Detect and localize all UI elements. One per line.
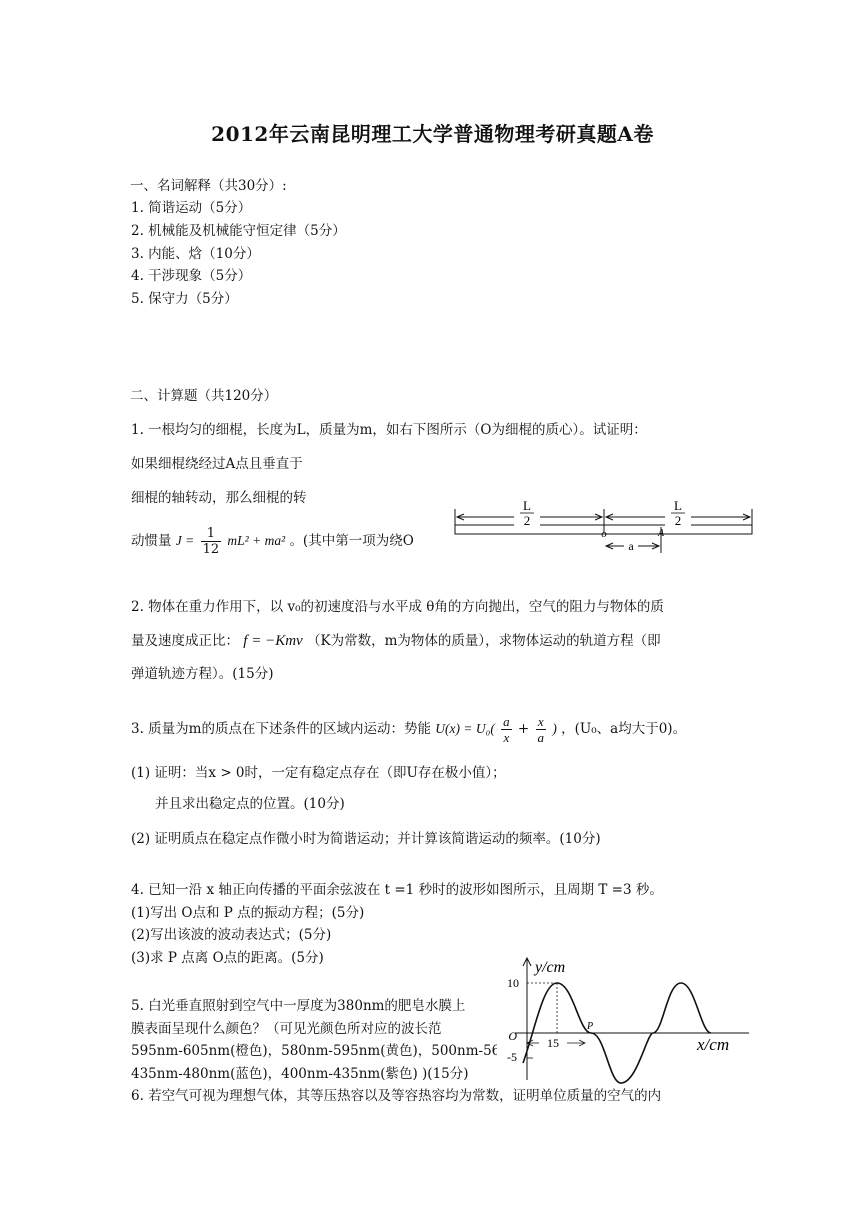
rod-half-top: L <box>674 498 682 513</box>
q1-line2: 如果细棍绕经过A点且垂直于 <box>131 456 303 472</box>
rod-label-a-point: A <box>657 528 665 539</box>
q1-line4 <box>131 526 414 557</box>
graph-point-p: P <box>587 1021 594 1032</box>
rod-half-bottom: 2 <box>674 513 682 528</box>
q1-prefix: 动惯量 <box>131 533 172 549</box>
q4-line1: 4. 已知一沿 x 轴正向传播的平面余弦波在 t =1 秒时的波形如图所示，且周期 T =3 秒。 <box>131 882 663 898</box>
section1-item: 3. 内能、焓（10分） <box>131 246 260 262</box>
section1-item: 2. 机械能及机械能守恒定律（5分） <box>131 223 346 239</box>
q3-f1-num: a <box>503 714 510 729</box>
q3-suffix: ，(U₀、a均大于0)。 <box>561 721 687 737</box>
rod-half-bottom: 2 <box>523 513 531 528</box>
section1-item: 1. 简谐运动（5分） <box>131 200 252 216</box>
q5-line1: 5. 白光垂直照射到空气中一厚度为380nm的肥皂水膜上 <box>131 998 466 1014</box>
q3-part2: (2) 证明质点在稳定点作微小时为简谐运动；并计算该简谐运动的频率。(10分) <box>131 831 601 847</box>
q1-line1: 1. 一根均匀的细棍，长度为L，质量为m，如右下图所示（O为细棍的质心）。试证明： <box>131 422 647 438</box>
graph-origin-label: O <box>508 1029 517 1043</box>
q2-suffix: （K为常数，m为物体的质量），求物体运动的轨道方程（即 <box>307 633 661 649</box>
q3-f1-den: x <box>503 730 510 745</box>
q3-part1: (1) 证明：当x > 0时，一定有稳定点存在（即U存在极小值）； <box>131 765 506 781</box>
q1-line3: 细棍的轴转动，那么细棍的转 <box>131 490 307 506</box>
q3-fraction-2 <box>536 714 547 745</box>
q1-fraction <box>201 526 222 557</box>
q1-frac-num: 1 <box>201 526 222 542</box>
rod-label-o: o <box>601 528 607 540</box>
q1-formula-rest: mL² + ma² <box>227 533 286 548</box>
q3-f2-num: x <box>536 714 547 730</box>
q5-line2: 膜表面呈现什么颜色？（可见光颜色所对应的波长范 <box>131 1021 442 1037</box>
graph-ytick-top: 10 <box>507 976 519 990</box>
q3-f2-den: a <box>537 730 545 745</box>
q4-line4: (3)求 P 点离 O点的距离。(5分) <box>131 950 324 966</box>
q2-line1: 2. 物体在重力作用下，以 v₀的初速度沿与水平成 θ角的方向抛出，空气的阻力与物体的质 <box>131 599 664 615</box>
q4-line3: (2)写出该波的波动表达式；(5分) <box>131 927 332 943</box>
q3-part1b: 并且求出稳定点的位置。(10分) <box>155 796 345 812</box>
q5-line4: 435nm-480nm(蓝色)，400nm-435nm(紫色) )(15分) <box>131 1066 469 1082</box>
section1-item: 4. 干涉现象（5分） <box>131 268 252 284</box>
q1-frac-den: 12 <box>202 542 220 557</box>
page-title: 2012年云南昆明理工大学普通物理考研真题A卷 <box>211 122 654 146</box>
graph-distance-label: 15 <box>547 1036 559 1050</box>
q4-line2: (1)写出 O点和 P 点的振动方程；(5分) <box>131 905 365 921</box>
rod-label-a-distance: a <box>628 539 634 553</box>
q2-formula: f = −Kmv <box>243 633 303 649</box>
q3-fraction-1 <box>501 714 512 745</box>
q3-plus: + <box>517 721 530 737</box>
q3-line1 <box>131 714 686 745</box>
graph-xlabel: x/cm <box>697 1035 730 1054</box>
rod-diagram <box>452 495 757 560</box>
section1-heading: 一、名词解释（共30分）: <box>130 178 287 194</box>
q1-formula-j: J = <box>175 533 195 548</box>
q3-formula-right: ) <box>552 721 557 736</box>
graph-ylabel: y/cm <box>535 959 566 976</box>
q2-line3: 弹道轨迹方程）。(15分) <box>131 666 274 682</box>
wave-graph <box>497 950 755 1085</box>
rod-half-top: L <box>523 498 531 513</box>
q3-prefix: 3. 质量为m的质点在下述条件的区域内运动：势能 <box>131 721 431 737</box>
q5-line3: 595nm-605nm(橙色)，580nm-595nm(黄色)，500nm-560 <box>131 1043 509 1059</box>
section2-heading: 二、计算题（共120分） <box>130 388 278 404</box>
q1-suffix: 。(其中第一项为绕O <box>289 533 414 549</box>
q6-line1: 6. 若空气可视为理想气体，其等压热容以及等容热容均为常数，证明单位质量的空气的内 <box>131 1088 662 1104</box>
q2-line2 <box>131 631 661 651</box>
section1-item: 5. 保守力（5分） <box>131 291 238 307</box>
graph-ytick-neg: -5 <box>507 1050 517 1064</box>
q3-formula-left: U(x) = U₀( <box>435 721 495 736</box>
q2-prefix: 量及速度成正比： <box>131 633 239 649</box>
